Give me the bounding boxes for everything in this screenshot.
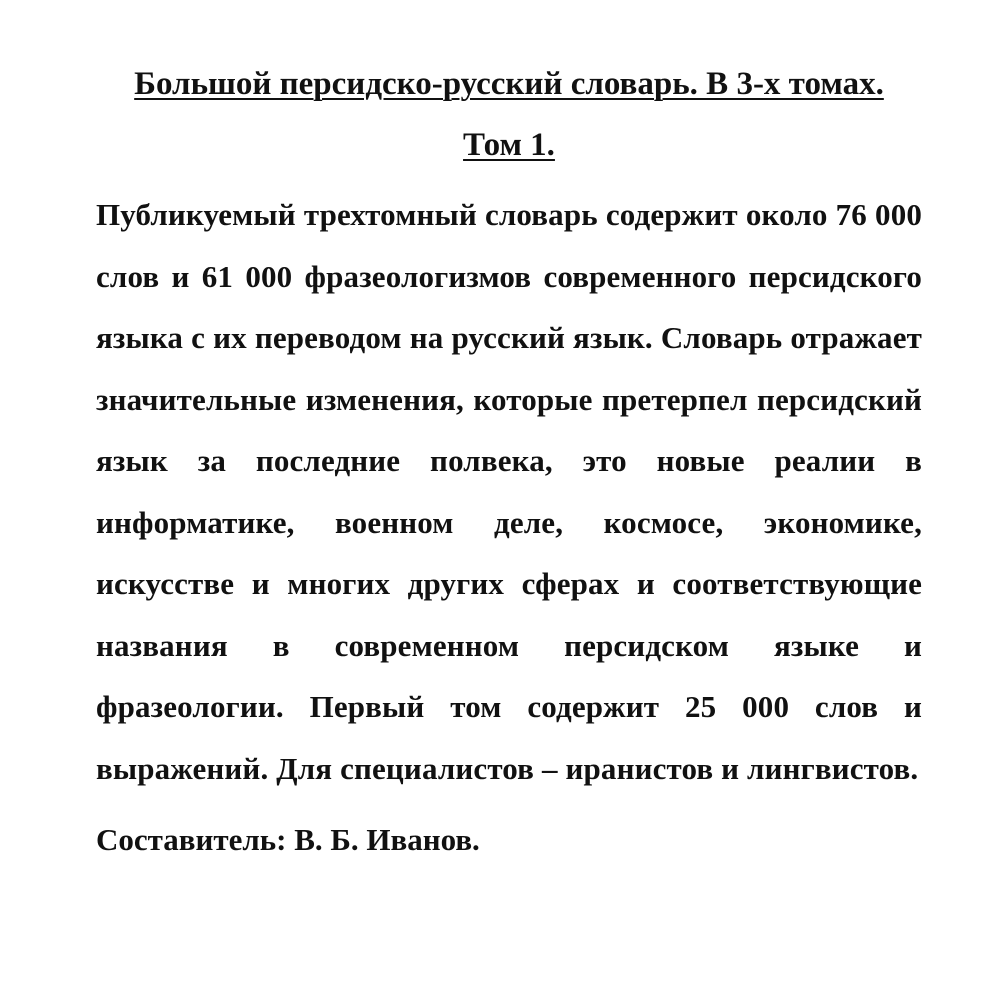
page-title-text: Большой персидско-русский словарь. В 3-х томах. Том 1. (134, 66, 884, 163)
description-paragraph: Публикуемый трехтомный словарь содержит около 76 000 слов и 61 000 фразеологизмов современного персидского языка с их переводом на русский язык. Словарь отражает значительные изменения, которые претерпел персидский язык за последние полвека, это новые реалии в информатике, военном деле, космосе, экономике, искусстве и многих других сферах и соответствующие названия в современном персидском языке и фразеологии. Первый том содержит 25 000 слов и выражений. Для специалистов – иранистов и лингвистов. (96, 197, 922, 786)
author-line: Составитель: В. Б. Иванов. (96, 822, 480, 857)
page-title (96, 54, 922, 176)
